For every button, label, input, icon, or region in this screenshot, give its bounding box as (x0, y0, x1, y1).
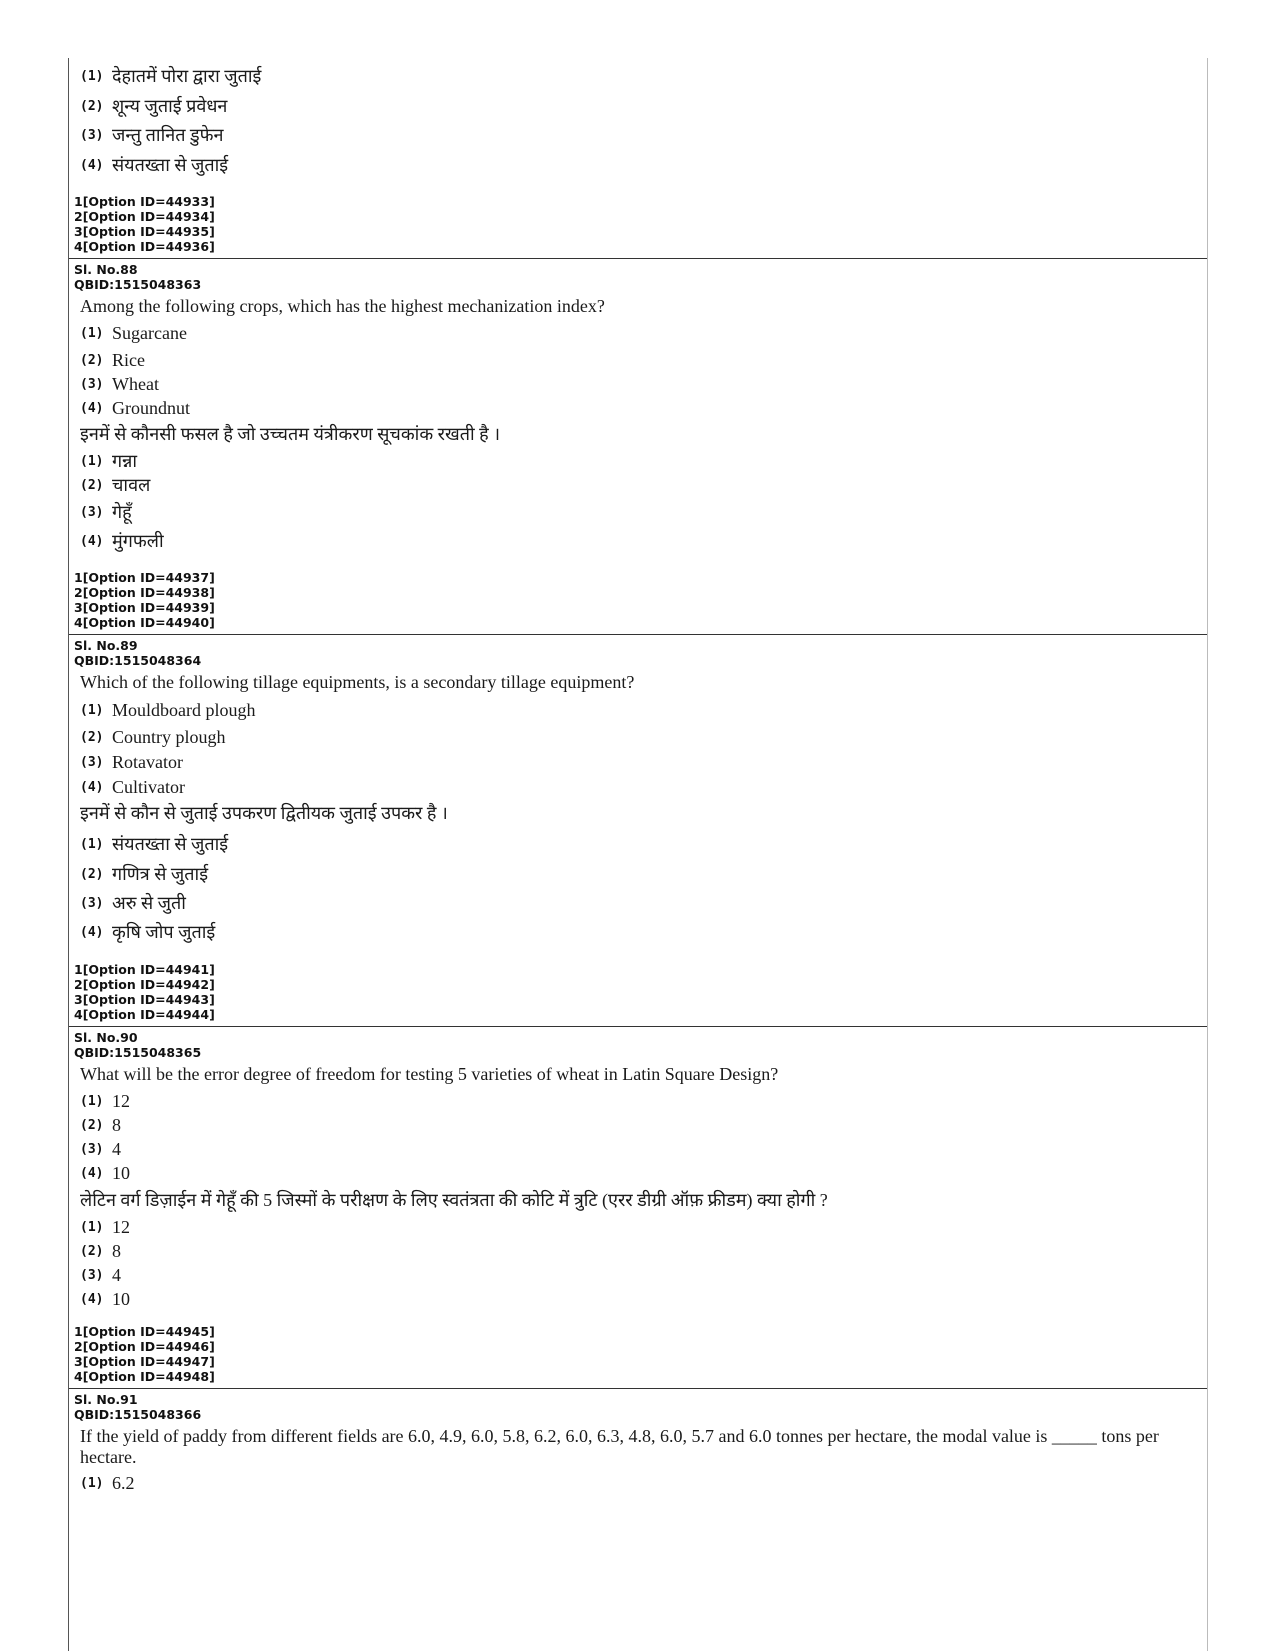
option-id-list (74, 1324, 215, 1384)
hindi-option-1 (80, 833, 228, 855)
english-option-2 (80, 1114, 121, 1136)
option-number: (1) (80, 836, 104, 852)
serial-number: Sl. No.90 (74, 1030, 138, 1045)
option-text: गेहूँ (112, 502, 132, 522)
hindi-option-2 (80, 1240, 121, 1262)
option-id: 1[Option ID=44941] (74, 962, 215, 977)
question-text-english: What will be the error degree of freedom for testing 5 varieties of wheat in Latin Square Design? (80, 1064, 779, 1084)
hindi-option-2 (80, 474, 150, 496)
english-option-4 (80, 1162, 130, 1184)
hindi-option-1 (80, 1216, 130, 1238)
option-number: (1) (80, 1093, 104, 1109)
option-number: (4) (80, 533, 104, 549)
option-id: 3[Option ID=44947] (74, 1354, 215, 1369)
question-paper-page (68, 58, 1208, 1651)
question-text-hindi: इनमें से कौन से जुताई उपकरण द्वितीयक जुताई उपकर है । (80, 803, 448, 823)
question-divider (69, 1026, 1207, 1027)
option-id: 2[Option ID=44938] (74, 585, 215, 600)
question-meta (74, 638, 201, 668)
english-option-4 (80, 776, 185, 798)
option-number: (2) (80, 1243, 104, 1259)
option-text: 6.2 (112, 1472, 135, 1493)
option-number: (4) (80, 1165, 104, 1181)
option-number: (3) (80, 376, 104, 392)
hindi-option-4 (80, 530, 164, 552)
option-text: गणित्र से जुताई (112, 864, 209, 884)
option-number: (2) (80, 352, 104, 368)
option-number: (3) (80, 1141, 104, 1157)
qbid: QBID:1515048365 (74, 1045, 202, 1060)
option-number: (4) (80, 400, 104, 416)
option-text: जन्तु तानित डुफेन (112, 125, 224, 145)
option-id: 1[Option ID=44945] (74, 1324, 215, 1339)
option-text: मुंगफली (112, 531, 164, 551)
option-text: गन्ना (112, 451, 138, 471)
english-option-3 (80, 1138, 121, 1160)
option-id: 1[Option ID=44937] (74, 570, 215, 585)
question-meta (74, 262, 201, 292)
hindi-option-3 (80, 124, 224, 146)
hindi-option-4 (80, 1288, 130, 1310)
hindi-option-3 (80, 501, 132, 523)
question-divider (69, 1388, 1207, 1389)
question-text-english: Among the following crops, which has the highest mechanization index? (80, 296, 605, 316)
option-text: संयतख्ता से जुताई (112, 834, 229, 854)
option-text: Mouldboard plough (112, 699, 256, 720)
option-text: 12 (112, 1090, 130, 1111)
option-text: 4 (112, 1138, 121, 1159)
hindi-option-4 (80, 921, 215, 943)
question-divider (69, 634, 1207, 635)
option-number: (3) (80, 127, 104, 143)
option-number: (4) (80, 1291, 104, 1307)
question-text-hindi: लेटिन वर्ग डिज़ाईन में गेहूँ की 5 जिस्मों के परीक्षण के लिए स्वतंत्रता की कोटि में त्रुटि (एरर डीग्री ऑफ़ फ्रीडम) क्या होगी ? (80, 1190, 828, 1210)
hindi-option-3 (80, 892, 186, 914)
option-number: (1) (80, 453, 104, 469)
option-number: (4) (80, 779, 104, 795)
qbid: QBID:1515048366 (74, 1407, 202, 1422)
option-text: 8 (112, 1240, 121, 1261)
option-id: 4[Option ID=44948] (74, 1369, 215, 1384)
hindi-option-2 (80, 95, 227, 117)
question-meta (74, 1030, 201, 1060)
option-text: देहातमें पोरा द्वारा जुताई (112, 66, 262, 86)
option-text: 8 (112, 1114, 121, 1135)
option-number: (4) (80, 924, 104, 940)
option-text: Sugarcane (112, 322, 187, 343)
option-id: 4[Option ID=44944] (74, 1007, 215, 1022)
option-id: 3[Option ID=44935] (74, 224, 215, 239)
option-id-list (74, 194, 215, 254)
option-number: (1) (80, 325, 104, 341)
serial-number: Sl. No.89 (74, 638, 138, 653)
option-text: Wheat (112, 373, 159, 394)
english-option-1 (80, 322, 187, 344)
option-number: (1) (80, 702, 104, 718)
option-id: 4[Option ID=44936] (74, 239, 215, 254)
english-option-1 (80, 699, 256, 721)
option-text: चावल (112, 475, 151, 495)
option-id: 1[Option ID=44933] (74, 194, 215, 209)
option-text: अरु से जुती (112, 893, 186, 913)
question-divider (69, 258, 1207, 259)
english-option-1 (80, 1472, 135, 1494)
option-text: Country plough (112, 726, 226, 747)
option-number: (2) (80, 729, 104, 745)
hindi-option-1 (80, 65, 261, 87)
option-id: 2[Option ID=44946] (74, 1339, 215, 1354)
english-option-3 (80, 751, 183, 773)
option-text: Rice (112, 349, 145, 370)
hindi-option-4 (80, 154, 228, 176)
english-option-4 (80, 397, 190, 419)
option-id: 2[Option ID=44942] (74, 977, 215, 992)
option-number: (2) (80, 98, 104, 114)
option-id-list (74, 570, 215, 630)
option-text: कृषि जोप जुताई (112, 922, 216, 942)
option-id: 3[Option ID=44943] (74, 992, 215, 1007)
option-number: (1) (80, 68, 104, 84)
option-text: 10 (112, 1162, 130, 1183)
option-number: (3) (80, 504, 104, 520)
qbid: QBID:1515048363 (74, 277, 202, 292)
question-text-english: Which of the following tillage equipments, is a secondary tillage equipment? (80, 672, 635, 692)
serial-number: Sl. No.91 (74, 1392, 138, 1407)
hindi-option-1 (80, 450, 137, 472)
option-text: संयतख्ता से जुताई (112, 155, 229, 175)
question-text-english: If the yield of paddy from different fields are 6.0, 4.9, 6.0, 5.8, 6.2, 6.0, 6.3, 4.8, 6.0, 5.7 and 6.0 tonnes per hectare, the modal value is _____ tons per hectare. (80, 1426, 1159, 1467)
option-number: (1) (80, 1219, 104, 1235)
qbid: QBID:1515048364 (74, 653, 202, 668)
option-number: (3) (80, 895, 104, 911)
option-id: 4[Option ID=44940] (74, 615, 215, 630)
question-meta (74, 1392, 201, 1422)
option-text: Groundnut (112, 397, 190, 418)
option-text: 12 (112, 1216, 130, 1237)
option-text: 10 (112, 1288, 130, 1309)
option-id-list (74, 962, 215, 1022)
serial-number: Sl. No.88 (74, 262, 138, 277)
hindi-option-2 (80, 863, 208, 885)
option-text: Rotavator (112, 751, 183, 772)
hindi-option-3 (80, 1264, 121, 1286)
option-number: (2) (80, 866, 104, 882)
option-number: (3) (80, 1267, 104, 1283)
option-number: (4) (80, 157, 104, 173)
english-option-1 (80, 1090, 130, 1112)
english-option-2 (80, 726, 226, 748)
option-text: 4 (112, 1264, 121, 1285)
question-text-hindi: इनमें से कौनसी फसल है जो उच्चतम यंत्रीकरण सूचकांक रखती है । (80, 424, 501, 444)
option-id: 3[Option ID=44939] (74, 600, 215, 615)
option-text: शून्य जुताई प्रवेधन (112, 96, 228, 116)
option-number: (1) (80, 1475, 104, 1491)
english-option-3 (80, 373, 159, 395)
option-number: (2) (80, 477, 104, 493)
english-option-2 (80, 349, 145, 371)
option-number: (3) (80, 754, 104, 770)
option-text: Cultivator (112, 776, 185, 797)
option-id: 2[Option ID=44934] (74, 209, 215, 224)
option-number: (2) (80, 1117, 104, 1133)
